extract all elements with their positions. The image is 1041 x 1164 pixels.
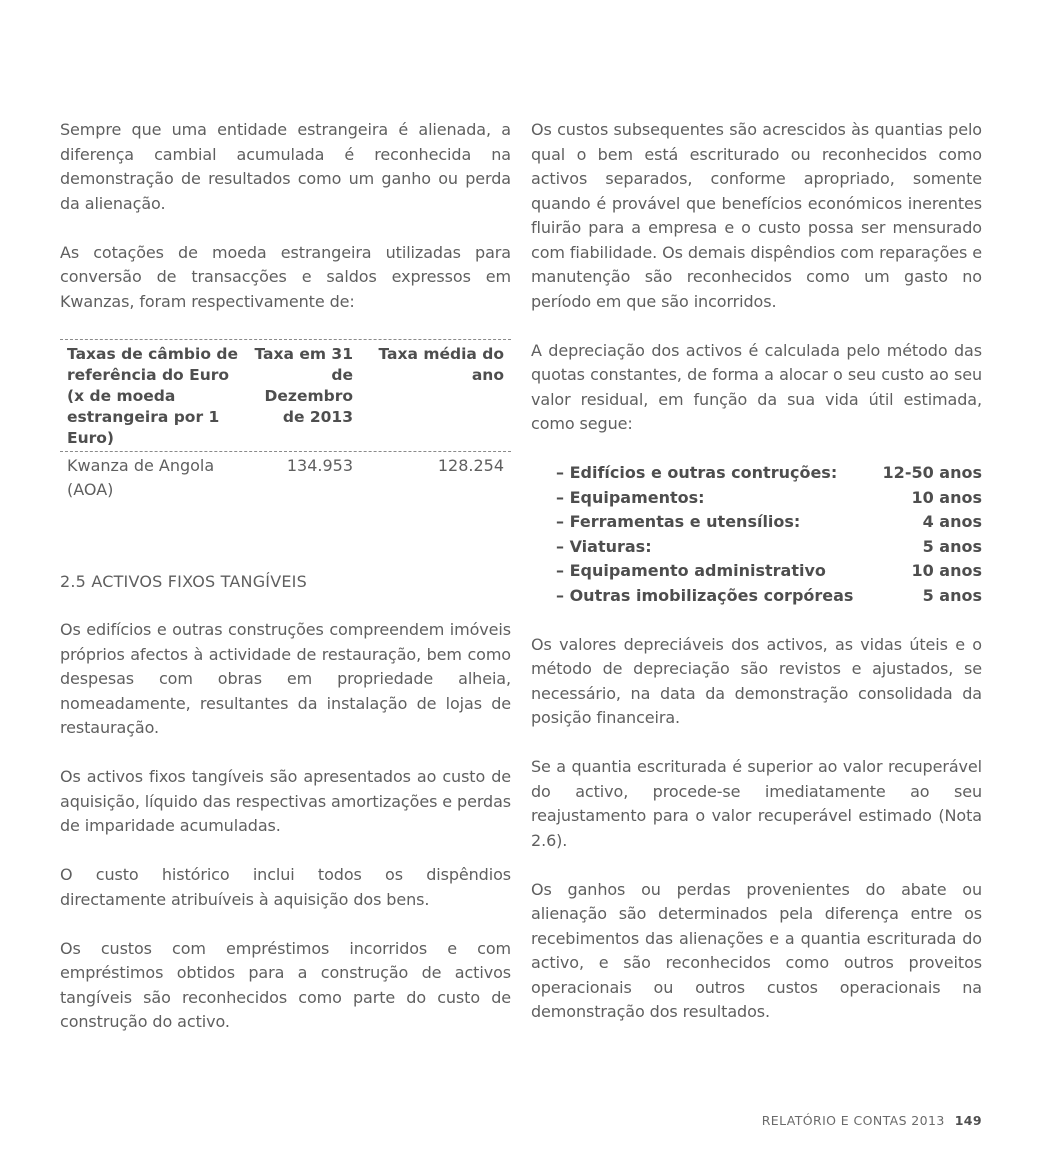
header-rate-year-end: Taxa em 31 de Dezembro de 2013 <box>254 344 353 426</box>
asset-label: – Equipamento administrativo <box>556 561 826 580</box>
asset-life: 4 anos <box>922 512 982 531</box>
list-item <box>556 510 982 535</box>
list-item <box>556 535 982 560</box>
paragraph-recoverable-value: Se a quantia escriturada é superior ao valor recuperável do activo, procede-se imediatamente ao seu reajustamento para o valor recuperável estimado (Nota 2.6). <box>531 757 982 850</box>
table-row <box>60 452 511 505</box>
asset-label: – Ferramentas e utensílios: <box>556 512 801 531</box>
header-reference-rate: Taxas de câmbio de referência do Euro (x de moeda estrangeira por 1 Euro) <box>67 344 238 447</box>
list-item <box>556 486 982 511</box>
asset-label: – Viaturas: <box>556 536 652 556</box>
paragraph-acquisition-cost: Os activos fixos tangíveis são apresentados ao custo de aquisição, líquido das respectivas amortizações e perdas de imparidade acumuladas. <box>60 767 512 835</box>
paragraph-historic-cost: O custo histórico inclui todos os dispêndios directamente atribuíveis à aquisição dos bens. <box>60 865 511 909</box>
year-end-rate-cell: 134.953 <box>286 455 353 475</box>
asset-life: 5 anos <box>922 536 982 556</box>
exchange-rate-table <box>60 339 511 505</box>
page-footer <box>762 1113 982 1128</box>
paragraph-borrowing-costs: Os custos com empréstimos incorridos e com empréstimos obtidos para a construção de activos tangíveis são reconhecidos como parte do custo de construção do activo. <box>60 938 511 1031</box>
table-header-row <box>60 339 511 452</box>
list-item <box>556 584 982 609</box>
page-number: 149 <box>954 1113 982 1128</box>
paragraph-gains-losses: Os ganhos ou perdas provenientes do abate ou alienação são determinados pela diferença entre os recebimentos das alienações e a quantia escriturada do activo, e são reconhecidos como outros proveitos operacionais ou outros custos operacionais na demonstração dos resultados. <box>531 879 982 1021</box>
asset-label: – Equipamentos: <box>556 487 705 507</box>
asset-life: 10 anos <box>911 487 982 507</box>
right-column <box>531 118 982 1049</box>
paragraph-buildings: Os edifícios e outras construções compreendem imóveis próprios afectos à actividade de restauração, bem como despesas com obras em propriedade alheia, nomeadamente, resultantes da instalação de lojas de restauração. <box>60 620 511 737</box>
report-title: RELATÓRIO E CONTAS 2013 <box>761 1113 945 1128</box>
currency-cell: Kwanza de Angola (AOA) <box>67 455 215 499</box>
paragraph-depreciation-method: A depreciação dos activos é calculada pelo método das quotas constantes, de forma a alocar o seu custo ao seu valor residual, em função da sua vida útil estimada, como segue: <box>531 340 982 433</box>
section-title: 2.5 ACTIVOS FIXOS TANGÍVEIS <box>60 571 307 591</box>
asset-life: 5 anos <box>922 585 982 605</box>
asset-life: 12-50 anos <box>882 463 982 482</box>
useful-lives-list <box>531 461 982 608</box>
list-item <box>556 559 982 584</box>
paragraph-exchange-difference: Sempre que uma entidade estrangeira é alienada, a diferença cambial acumulada é reconhecida na demonstração de resultados como um ganho ou perda da alienação. <box>60 120 511 213</box>
left-column <box>60 118 511 1059</box>
asset-life: 10 anos <box>911 561 982 580</box>
asset-label: – Edifícios e outras contruções: <box>556 463 838 482</box>
paragraph-subsequent-costs: Os custos subsequentes são acrescidos às quantias pelo qual o bem está escriturado ou reconhecidos como activos separados, conforme apropriado, somente quando é provável que benefícios económicos inerentes fluirão para a empresa e o custo possa ser mensurado com fiabilidade. Os demais dispêndios com reparações e manutenção são reconhecidos como um gasto no período em que são incorridos. <box>531 120 982 311</box>
paragraph-depreciable-values: Os valores depreciáveis dos activos, as vidas úteis e o método de depreciação são revistos e ajustados, se necessário, na data da demonstração consolidada da posição financeira. <box>531 634 982 727</box>
asset-label: – Outras imobilizações corpóreas <box>556 585 854 605</box>
paragraph-exchange-rates-intro: As cotações de moeda estrangeira utilizadas para conversão de transacções e saldos expressos em Kwanzas, foram respectivamente de: <box>60 242 511 311</box>
header-average-rate: Taxa média do ano <box>378 344 504 384</box>
list-item <box>556 461 982 486</box>
average-rate-cell: 128.254 <box>437 455 504 475</box>
